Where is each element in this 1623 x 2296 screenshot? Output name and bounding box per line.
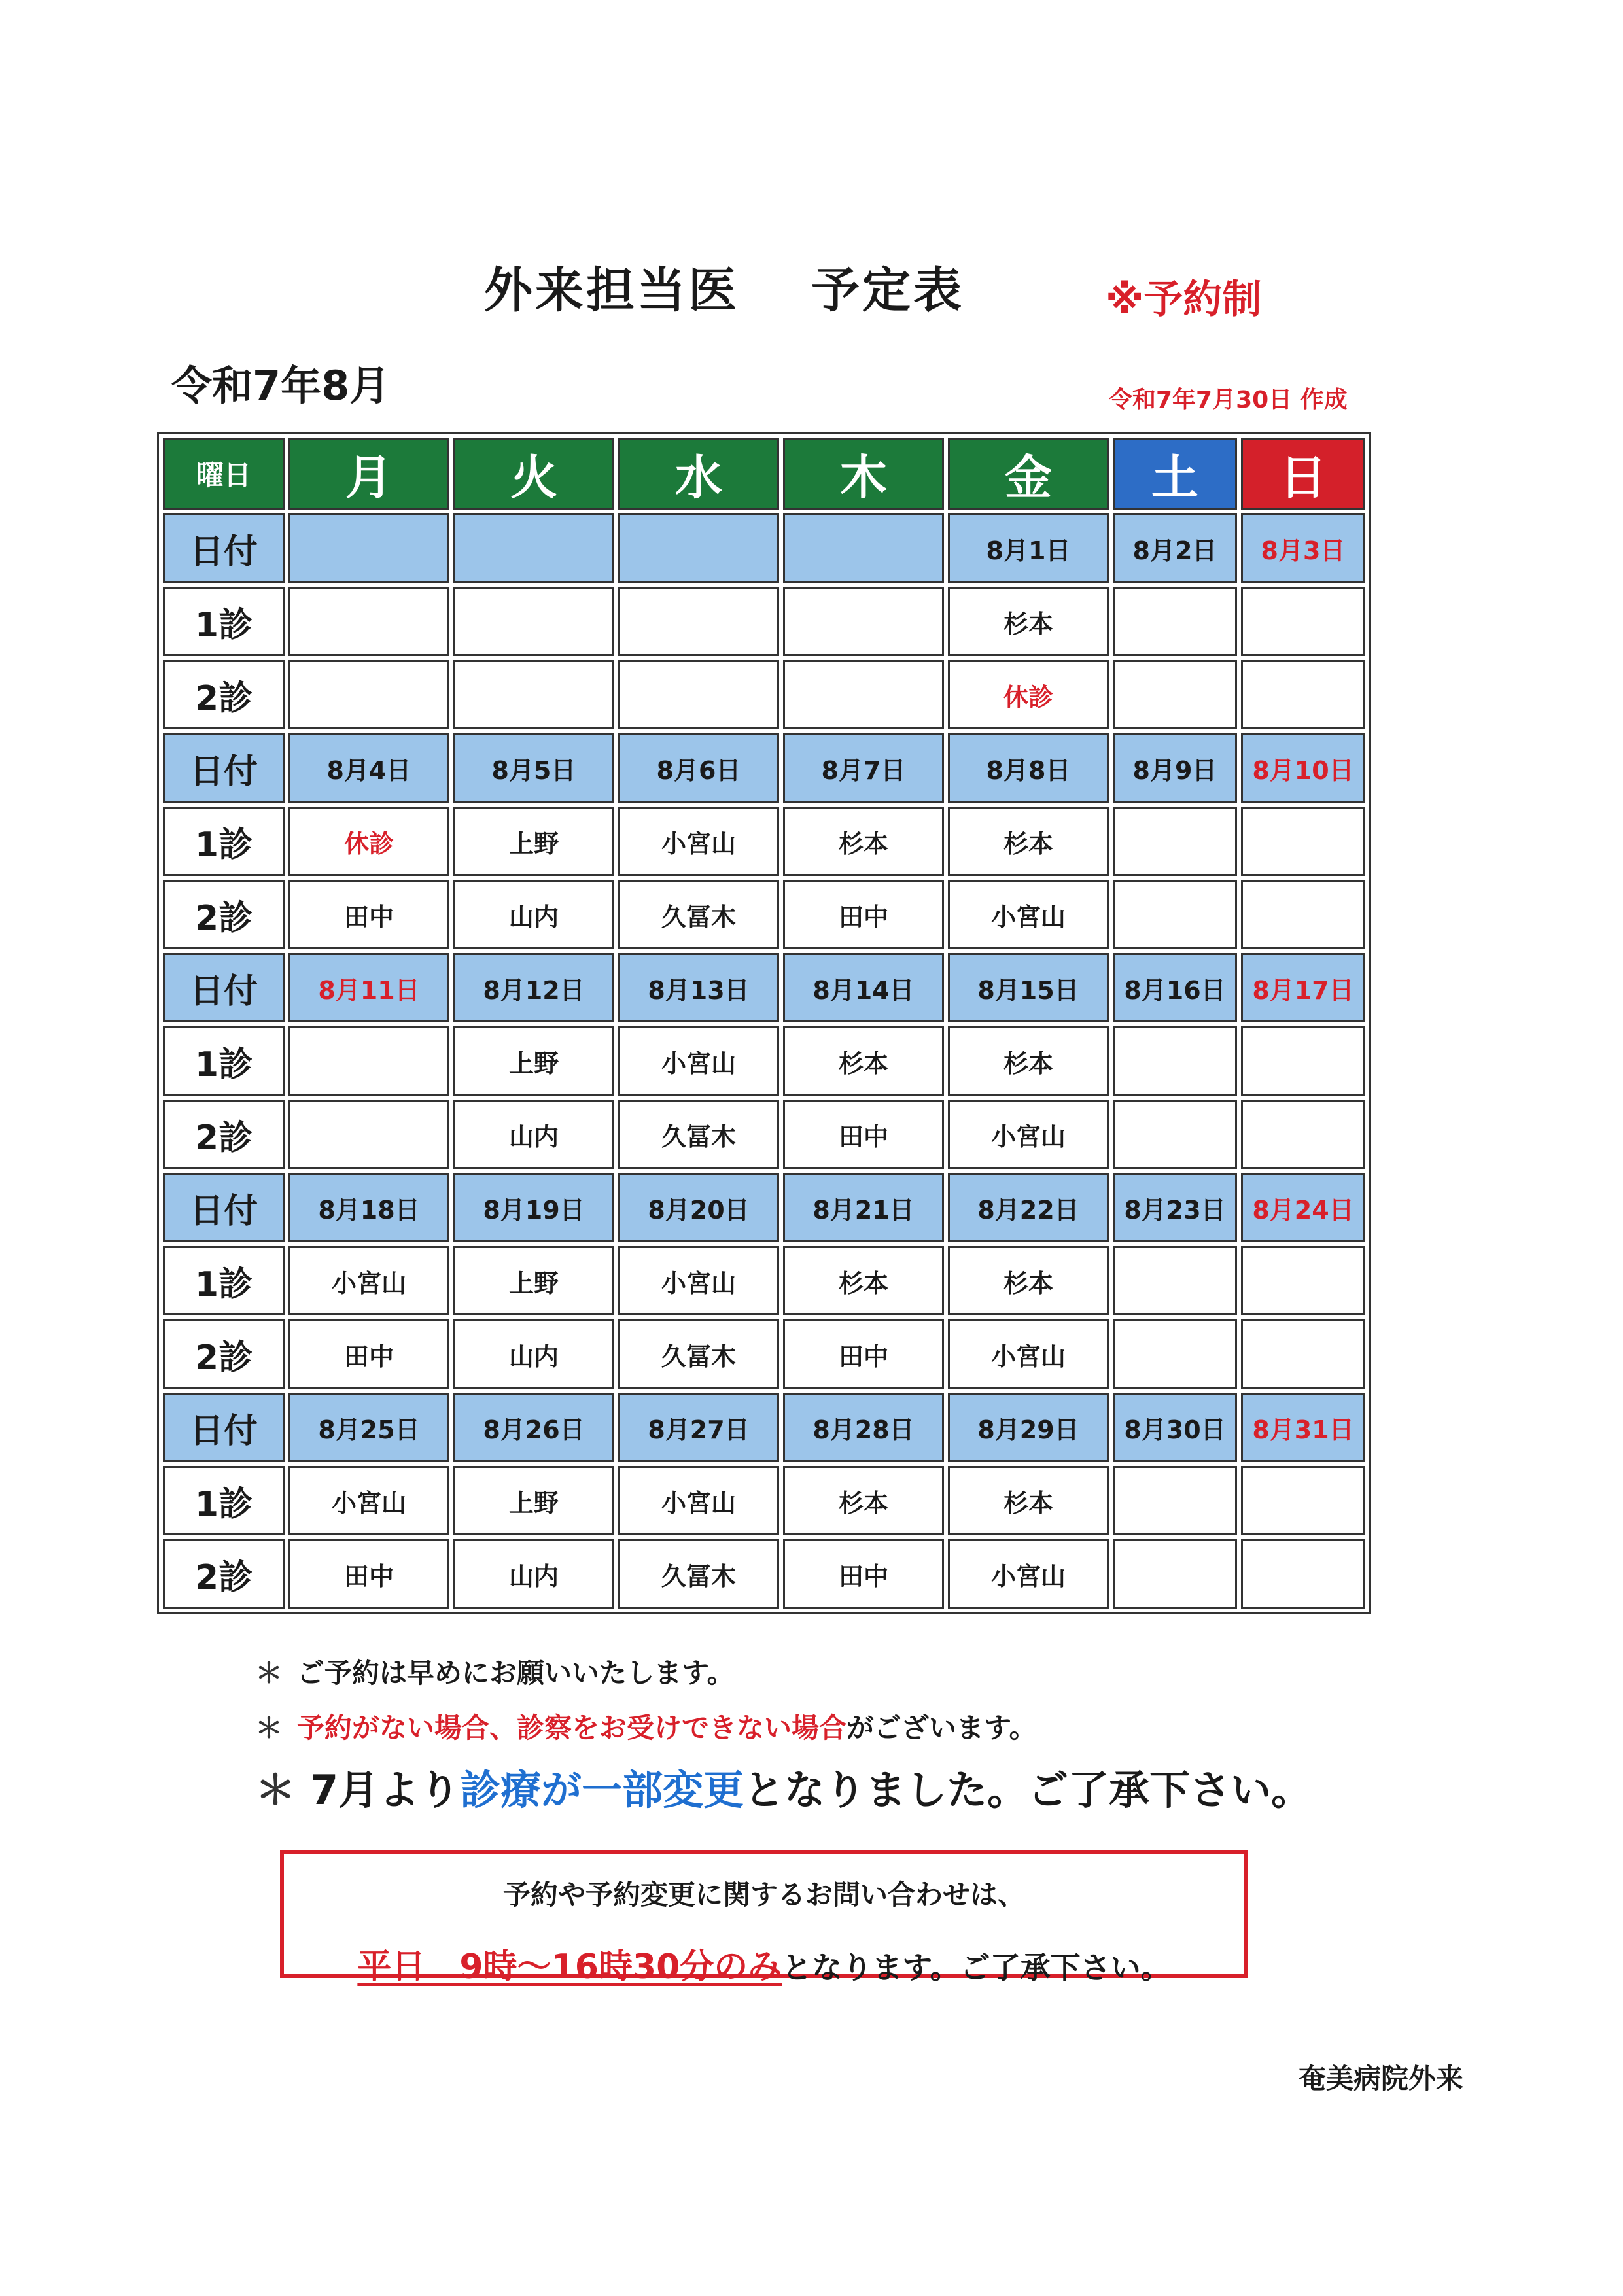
doctor-cell — [1113, 880, 1237, 949]
date-cell: 8月12日 — [453, 953, 614, 1022]
doctor-row — [163, 1466, 1365, 1535]
doctor-cell: 田中 — [288, 1539, 449, 1609]
date-row — [163, 953, 1365, 1022]
doctor-cell: 休診 — [288, 807, 449, 876]
date-cell: 8月30日 — [1113, 1393, 1237, 1462]
date-cell: 8月14日 — [783, 953, 944, 1022]
doctor-cell: 小宮山 — [948, 1100, 1109, 1169]
date-row — [163, 733, 1365, 803]
doctor-cell — [288, 587, 449, 656]
doctor-row — [163, 1246, 1365, 1315]
weekday-header: 木 — [783, 438, 944, 510]
date-cell: 8月4日 — [288, 733, 449, 803]
date-cell: 8月21日 — [783, 1173, 944, 1242]
doctor-cell — [1113, 1026, 1237, 1096]
date-row — [163, 1393, 1365, 1462]
doctor-cell — [288, 1026, 449, 1096]
doctor-cell: 山内 — [453, 880, 614, 949]
schedule-table — [157, 432, 1371, 1614]
date-cell: 8月10日 — [1241, 733, 1365, 803]
doctor-cell — [1241, 880, 1365, 949]
weekday-header: 土 — [1113, 438, 1237, 510]
date-cell — [288, 513, 449, 583]
date-cell: 8月8日 — [948, 733, 1109, 803]
doctor-cell: 上野 — [453, 1466, 614, 1535]
doctor-cell: 小宮山 — [948, 1539, 1109, 1609]
doctor-cell — [1113, 1466, 1237, 1535]
weekday-header: 火 — [453, 438, 614, 510]
doctor-cell: 小宮山 — [948, 880, 1109, 949]
doctor-cell — [1113, 660, 1237, 729]
created-date: 令和7年7月30日 作成 — [1109, 387, 1348, 413]
date-cell: 8月2日 — [1113, 513, 1237, 583]
doctor-cell — [1241, 660, 1365, 729]
doctor-cell: 上野 — [453, 1026, 614, 1096]
schedule-month: 令和7年8月 — [171, 362, 391, 409]
date-cell: 8月26日 — [453, 1393, 614, 1462]
doctor-cell: 杉本 — [783, 1466, 944, 1535]
date-cell: 8月22日 — [948, 1173, 1109, 1242]
note-schedule-change: ＊ 7月より診療が一部変更となりました。ご了承下さい。 — [255, 1766, 1312, 1814]
weekday-header-row — [163, 438, 1365, 510]
doctor-cell: 小宮山 — [288, 1466, 449, 1535]
inquiry-line-1: 予約や予約変更に関するお問い合わせは、 — [502, 1879, 1025, 1911]
doctor-cell: 小宮山 — [288, 1246, 449, 1315]
doctor-cell: 田中 — [783, 1100, 944, 1169]
note-early-booking: ＊ ご予約は早めにお願いいたします。 — [255, 1657, 735, 1689]
doctor-cell — [1113, 807, 1237, 876]
slot1-row-label: 1診 — [163, 1466, 285, 1535]
inquiry-line-2: 平日 9時～16時30分のみとなります。ご了承下さい。 — [357, 1947, 1171, 1987]
date-cell: 8月23日 — [1113, 1173, 1237, 1242]
date-row-label: 日付 — [163, 513, 285, 583]
department-name: 奄美病院外来 — [1299, 2062, 1464, 2095]
doctor-cell: 休診 — [948, 660, 1109, 729]
doctor-cell: 田中 — [783, 880, 944, 949]
inquiry-box — [280, 1850, 1248, 1987]
doctor-cell: 山内 — [453, 1319, 614, 1389]
doctor-cell — [1113, 1539, 1237, 1609]
doctor-cell — [1113, 587, 1237, 656]
doctor-row — [163, 880, 1365, 949]
doctor-cell — [1241, 1246, 1365, 1315]
doctor-cell: 久冨木 — [618, 1100, 779, 1169]
date-cell: 8月31日 — [1241, 1393, 1365, 1462]
doctor-cell: 杉本 — [948, 1026, 1109, 1096]
doctor-cell: 小宮山 — [618, 1246, 779, 1315]
date-cell: 8月11日 — [288, 953, 449, 1022]
doctor-row — [163, 587, 1365, 656]
date-cell: 8月18日 — [288, 1173, 449, 1242]
slot2-row-label: 2診 — [163, 1539, 285, 1609]
date-cell: 8月15日 — [948, 953, 1109, 1022]
doctor-cell — [783, 660, 944, 729]
doctor-cell: 小宮山 — [618, 1026, 779, 1096]
date-cell — [618, 513, 779, 583]
date-cell: 8月16日 — [1113, 953, 1237, 1022]
doctor-cell: 上野 — [453, 807, 614, 876]
date-cell: 8月3日 — [1241, 513, 1365, 583]
doctor-cell — [783, 587, 944, 656]
date-cell: 8月6日 — [618, 733, 779, 803]
date-cell: 8月28日 — [783, 1393, 944, 1462]
doctor-cell: 山内 — [453, 1539, 614, 1609]
doctor-cell: 杉本 — [948, 587, 1109, 656]
slot1-row-label: 1診 — [163, 587, 285, 656]
doctor-cell — [1241, 587, 1365, 656]
doctor-cell — [1241, 1026, 1365, 1096]
slot2-row-label: 2診 — [163, 1100, 285, 1169]
date-row — [163, 513, 1365, 583]
weekday-corner-label: 曜日 — [163, 438, 285, 510]
doctor-cell — [1113, 1246, 1237, 1315]
doctor-row — [163, 660, 1365, 729]
doctor-cell: 久冨木 — [618, 880, 779, 949]
date-cell: 8月9日 — [1113, 733, 1237, 803]
doctor-cell: 小宮山 — [948, 1319, 1109, 1389]
doctor-row — [163, 1319, 1365, 1389]
date-row-label: 日付 — [163, 733, 285, 803]
doctor-cell: 杉本 — [948, 1466, 1109, 1535]
doctor-cell: 杉本 — [948, 807, 1109, 876]
doctor-cell: 杉本 — [783, 807, 944, 876]
doctor-cell — [1113, 1100, 1237, 1169]
doctor-cell — [618, 660, 779, 729]
date-cell: 8月7日 — [783, 733, 944, 803]
weekday-header: 水 — [618, 438, 779, 510]
doctor-cell — [1241, 1466, 1365, 1535]
date-cell: 8月27日 — [618, 1393, 779, 1462]
slot2-row-label: 2診 — [163, 1319, 285, 1389]
doctor-row — [163, 1100, 1365, 1169]
date-row-label: 日付 — [163, 953, 285, 1022]
doctor-cell: 田中 — [783, 1319, 944, 1389]
weekday-header: 月 — [288, 438, 449, 510]
doctor-cell — [453, 660, 614, 729]
slot2-row-label: 2診 — [163, 660, 285, 729]
slot1-row-label: 1診 — [163, 807, 285, 876]
doctor-cell: 田中 — [288, 880, 449, 949]
doctor-cell: 田中 — [783, 1539, 944, 1609]
note-no-reservation: ＊ 予約がない場合、診察をお受けできない場合がございます。 — [255, 1712, 1037, 1744]
doctor-cell — [1241, 1319, 1365, 1389]
notes — [255, 1652, 1312, 1816]
doctor-cell: 山内 — [453, 1100, 614, 1169]
date-cell — [783, 513, 944, 583]
date-cell: 8月20日 — [618, 1173, 779, 1242]
page-title: 外来担当医 予定表 — [484, 262, 964, 319]
date-cell: 8月1日 — [948, 513, 1109, 583]
date-cell: 8月29日 — [948, 1393, 1109, 1462]
date-cell — [453, 513, 614, 583]
date-cell: 8月5日 — [453, 733, 614, 803]
doctor-row — [163, 807, 1365, 876]
slot1-row-label: 1診 — [163, 1026, 285, 1096]
doctor-cell: 小宮山 — [618, 807, 779, 876]
doctor-cell — [1241, 1100, 1365, 1169]
doctor-cell: 小宮山 — [618, 1466, 779, 1535]
doctor-cell: 杉本 — [783, 1026, 944, 1096]
date-cell: 8月25日 — [288, 1393, 449, 1462]
doctor-cell — [618, 587, 779, 656]
doctor-cell: 上野 — [453, 1246, 614, 1315]
doctor-cell: 杉本 — [783, 1246, 944, 1315]
weekday-header: 金 — [948, 438, 1109, 510]
date-cell: 8月19日 — [453, 1173, 614, 1242]
doctor-cell — [453, 587, 614, 656]
doctor-cell — [1113, 1319, 1237, 1389]
date-cell: 8月24日 — [1241, 1173, 1365, 1242]
doctor-cell: 久冨木 — [618, 1539, 779, 1609]
doctor-cell — [288, 1100, 449, 1169]
reservation-note: ※予約制 — [1106, 277, 1262, 322]
date-row-label: 日付 — [163, 1393, 285, 1462]
doctor-row — [163, 1539, 1365, 1609]
doctor-cell — [1241, 1539, 1365, 1609]
slot2-row-label: 2診 — [163, 880, 285, 949]
date-cell: 8月17日 — [1241, 953, 1365, 1022]
weekday-header: 日 — [1241, 438, 1365, 510]
date-row-label: 日付 — [163, 1173, 285, 1242]
doctor-cell: 田中 — [288, 1319, 449, 1389]
slot1-row-label: 1診 — [163, 1246, 285, 1315]
doctor-cell — [288, 660, 449, 729]
doctor-cell: 久冨木 — [618, 1319, 779, 1389]
date-row — [163, 1173, 1365, 1242]
date-cell: 8月13日 — [618, 953, 779, 1022]
doctor-cell: 杉本 — [948, 1246, 1109, 1315]
doctor-row — [163, 1026, 1365, 1096]
doctor-cell — [1241, 807, 1365, 876]
